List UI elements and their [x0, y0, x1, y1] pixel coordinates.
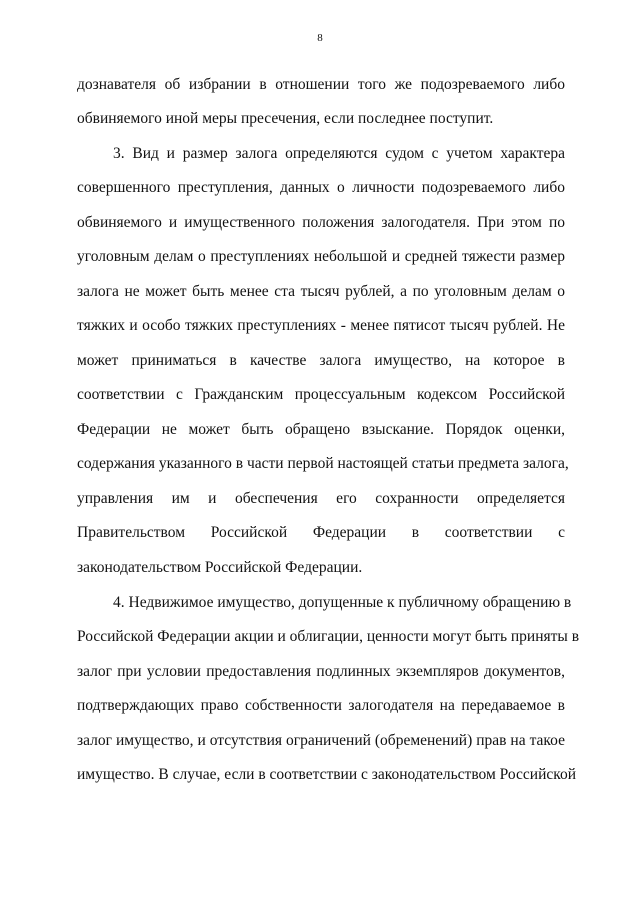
text-line: совершенного преступления, данных о личности подозреваемого либо — [77, 179, 565, 196]
text-line: Федерации не может быть обращено взыскание. Порядок оценки, — [77, 421, 565, 438]
text-line: имущество. В случае, если в соответствии с законодательством Российской — [77, 766, 577, 783]
text-line: залог имущество, и отсутствия ограничений (обременений) прав на такое — [77, 732, 565, 749]
text-line: содержания указанного в части первой настоящей статьи предмета залога, — [77, 455, 569, 472]
paragraph-4-first-line: 4. Недвижимое имущество, допущенные к публичному обращению в — [113, 594, 572, 611]
text-line: подтверждающих право собственности залогодателя на передаваемое в — [77, 697, 565, 714]
text-line: может приниматься в качестве залога имущество, на которое в — [77, 352, 565, 369]
text-line: тяжких и особо тяжких преступлениях - менее пятисот тысяч рублей. Не — [77, 317, 565, 334]
text-line: Правительством Российской Федерации в соответствии с — [77, 524, 565, 541]
text-line: залога не может быть менее ста тысяч рублей, а по уголовным делам о — [77, 283, 565, 300]
text-line: залог при условии предоставления подлинных экземпляров документов, — [77, 663, 565, 680]
text-line: уголовным делам о преступлениях небольшой и средней тяжести размер — [77, 248, 565, 265]
text-line: обвиняемого иной меры пресечения, если последнее поступит. — [77, 110, 494, 127]
paragraph-3-first-line: 3. Вид и размер залога определяются судом с учетом характера — [113, 145, 565, 162]
text-line: законодательством Российской Федерации. — [77, 559, 363, 576]
text-line: дознавателя об избрании в отношении того же подозреваемого либо — [77, 76, 565, 93]
text-line: обвиняемого и имущественного положения залогодателя. При этом по — [77, 214, 565, 231]
text-line: Российской Федерации акции и облигации, ценности могут быть приняты в — [77, 628, 580, 645]
page-number: 8 — [317, 32, 323, 44]
text-line: соответствии с Гражданским процессуальным кодексом Российской — [77, 386, 565, 403]
text-line: управления им и обеспечения его сохранности определяется — [77, 490, 565, 507]
